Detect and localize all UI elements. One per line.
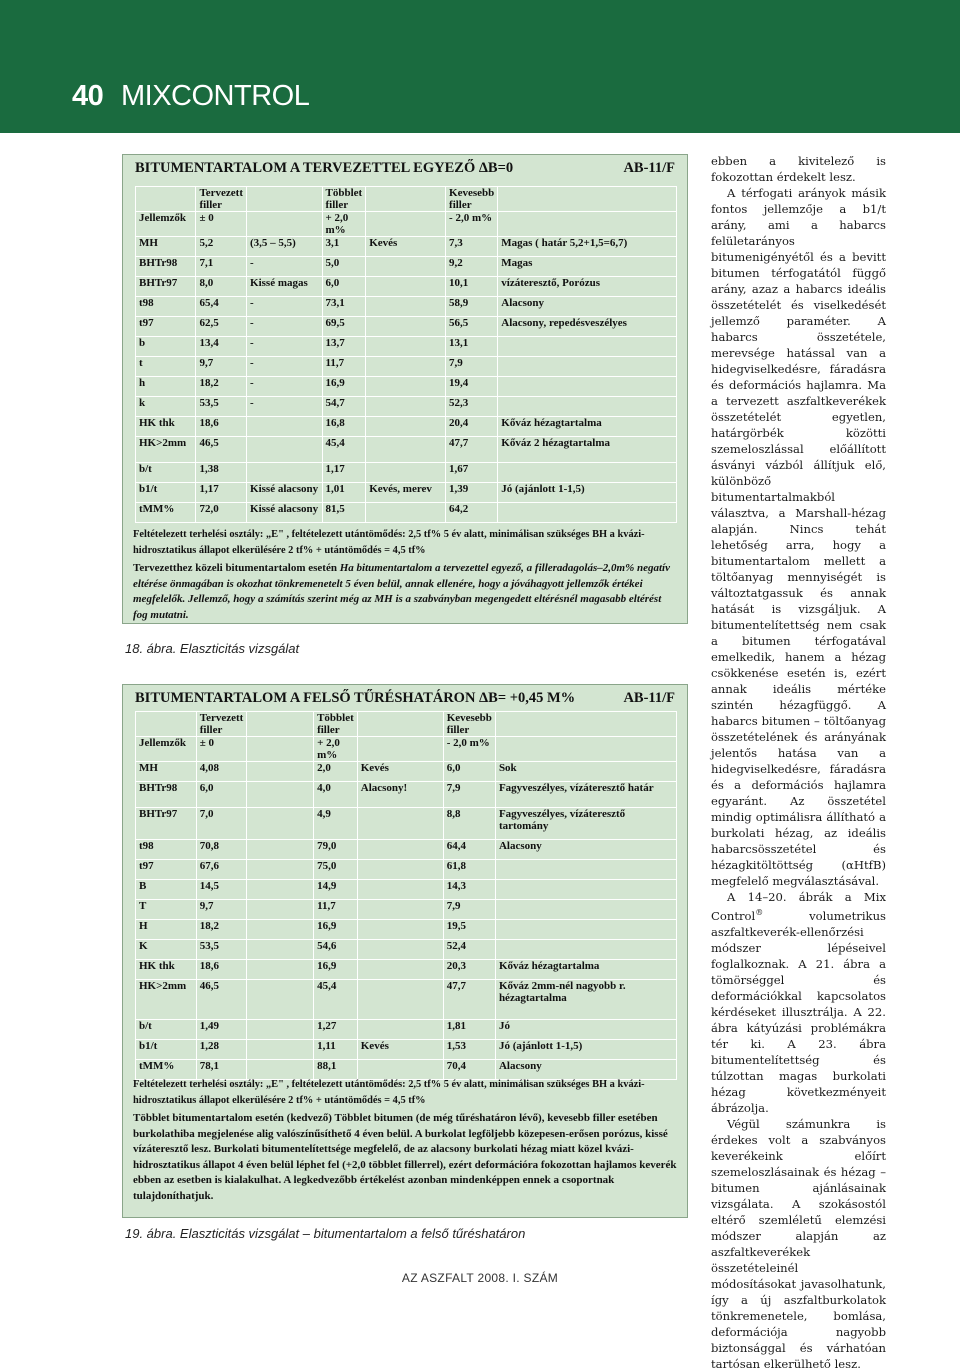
note-load-class: Feltételezett terhelési osztály: „E" , feltételezett utántömődés: 2,5 tf% 5 év alatt, minimálisan szükséges BH a kvázi-hidrosztatikus állapot elkerülésére 2 tf% + utántömődés = 4,5 tf% [133, 529, 645, 556]
table-cell: t98 [136, 840, 197, 860]
table-cell [495, 880, 676, 900]
table-cell: 14,9 [314, 880, 358, 900]
table-cell: h [136, 377, 196, 397]
table-cell: Kissé alacsony [247, 483, 322, 503]
table-cell: 62,5 [196, 317, 247, 337]
table-cell: HK thk [136, 417, 196, 437]
table-cell: tMM% [136, 1060, 197, 1080]
figure-18-caption: 18. ábra. Elaszticitás vizsgálat [125, 641, 300, 656]
table-cell: 16,8 [322, 417, 366, 437]
table-row [136, 277, 677, 297]
table-row [136, 860, 677, 880]
table-cell: - [247, 357, 322, 377]
table-cell: 6,0 [322, 277, 366, 297]
table-cell: vízáteresztő, Porózus [498, 277, 677, 297]
table-cell: 1,49 [196, 1020, 247, 1040]
table-cell: Magas [498, 257, 677, 277]
figure-19-caption: 19. ábra. Elaszticitás vizsgálat – bitumentartalom a felső tűréshatáron [125, 1226, 526, 1241]
table-cell: 52,4 [443, 940, 495, 960]
table-cell: 52,3 [446, 397, 498, 417]
table-cell: Alacsony, repedésveszélyes [498, 317, 677, 337]
table-cell: 81,5 [322, 503, 366, 523]
table-cell: t97 [136, 860, 197, 880]
table-row [136, 960, 677, 980]
table-row [136, 1040, 677, 1060]
table-cell: ± 0 [196, 212, 247, 237]
table-cell: Kissé magas [247, 277, 322, 297]
table-cell: ± 0 [196, 737, 247, 762]
table-cell: Alacsony [495, 1060, 676, 1080]
table-cell: 9,7 [196, 357, 247, 377]
data-grid [135, 711, 677, 1080]
note-evaluation: Tervezetthez közeli bitumentartalom esetén Ha bitumentartalom a tervezettel egyező, a filleradagolás–2,0m% negatív eltérése önmagában is okozhat tönkremenetelt 5 éven belül, annak ellenére, hogy a jóváhagyott jellemzők értékei megfelelők. Jellemző, hogy a számítás szerint még az MH is a szabványban megengedett eltérésnél magasabb eltérést fog mutatni. [133, 562, 670, 621]
table-cell: + 2,0 m% [314, 737, 358, 762]
table-row [136, 212, 677, 237]
table-row [136, 980, 677, 1020]
table-cell: 53,5 [196, 397, 247, 417]
table-cell [366, 257, 446, 277]
table-cell: Többlet filler [322, 187, 366, 212]
table-cell: 10,1 [446, 277, 498, 297]
table-cell [366, 317, 446, 337]
table-cell [247, 712, 314, 737]
table-row [136, 1020, 677, 1040]
table-cell [366, 212, 446, 237]
table-cell: Magas ( határ 5,2+1,5=6,7) [498, 237, 677, 257]
table-cell: K [136, 940, 197, 960]
table-cell: 7,1 [196, 257, 247, 277]
table-cell: 5,2 [196, 237, 247, 257]
table-cell: 47,7 [446, 437, 498, 463]
table-cell: Kőváz hézagtartalma [498, 417, 677, 437]
table-row [136, 397, 677, 417]
table-cell: 79,0 [314, 840, 358, 860]
table-cell: 54,6 [314, 940, 358, 960]
table-cell [366, 503, 446, 523]
table-cell: 9,7 [196, 900, 247, 920]
table-cell [498, 397, 677, 417]
table-cell: Kevés [357, 1040, 443, 1060]
table-cell: 18,6 [196, 417, 247, 437]
table-row [136, 808, 677, 840]
table-cell: 11,7 [314, 900, 358, 920]
table-cell: b/t [136, 463, 196, 483]
table-cell: 78,1 [196, 1060, 247, 1080]
table-cell: 64,2 [446, 503, 498, 523]
table-cell: Tervezett filler [196, 712, 247, 737]
table-cell: 14,5 [196, 880, 247, 900]
table-cell [498, 463, 677, 483]
table-cell: HK>2mm [136, 437, 196, 463]
table-cell: 1,53 [443, 1040, 495, 1060]
table-cell: BHTr97 [136, 277, 196, 297]
table-cell: t [136, 357, 196, 377]
table-cell: 54,7 [322, 397, 366, 417]
table-cell [247, 1020, 314, 1040]
table-cell: MH [136, 762, 197, 782]
table-cell: 16,9 [314, 960, 358, 980]
table-cell: Jó [495, 1020, 676, 1040]
table-cell: 73,1 [322, 297, 366, 317]
table-cell: 7,9 [446, 357, 498, 377]
table-cell: 5,0 [322, 257, 366, 277]
table-cell [366, 377, 446, 397]
table-cell: + 2,0 m% [322, 212, 366, 237]
table-row [136, 503, 677, 523]
table-cell: T [136, 900, 197, 920]
table-cell [357, 960, 443, 980]
table-notes [133, 1077, 677, 1204]
table-cell [366, 417, 446, 437]
table-cell: 70,4 [443, 1060, 495, 1080]
table-cell [495, 860, 676, 880]
table-cell: 18,6 [196, 960, 247, 980]
table-cell: Jellemzők [136, 737, 197, 762]
table-cell: 72,0 [196, 503, 247, 523]
table-cell [366, 437, 446, 463]
table-row [136, 357, 677, 377]
table-cell: 70,8 [196, 840, 247, 860]
table-cell: b [136, 337, 196, 357]
table-cell: Sok [495, 762, 676, 782]
table-cell: 53,5 [196, 940, 247, 960]
table-cell: 56,5 [446, 317, 498, 337]
table-cell: 1,01 [322, 483, 366, 503]
table-cell: Kevesebb filler [443, 712, 495, 737]
table-cell: HK>2mm [136, 980, 197, 1020]
table-cell [357, 900, 443, 920]
table-title: BITUMENTARTALOM A TERVEZETTEL EGYEZŐ ΔB=0 AB-11/F [135, 160, 675, 176]
page-footer: AZ ASZFALT 2008. I. SZÁM [401, 1271, 559, 1285]
table-cell: Jó (ajánlott 1-1,5) [495, 1040, 676, 1060]
table-cell: BHTr98 [136, 257, 196, 277]
body-text-column [711, 153, 886, 1372]
table-cell [247, 1040, 314, 1060]
table-cell: t97 [136, 317, 196, 337]
table-row [136, 920, 677, 940]
table-cell: b/t [136, 1020, 197, 1040]
table-cell: - [247, 317, 322, 337]
table-row [136, 940, 677, 960]
table-cell [495, 712, 676, 737]
table-cell [366, 297, 446, 317]
table-cell: 19,4 [446, 377, 498, 397]
paragraph: A térfogati arányok másik fontos jellemzője a b1/t arány, ami a habarcs felületarányos bitumenigényétől és a bevitt bitumen térfogatától függő arány, azaz a habarcs ideális összetételét és viselkedését jellemző paraméter. A habarcs összetétele, merevsége hatással van a hidegviselkedésre, fáradásra és deformációs hajlamra. Ma a tervezett aszfaltkeverékek összetételét egyetlen, határgörbék közötti szemeloszlással előállított ásványi vázból állítjuk elő, különböző bitumentartalmakból választva, a Marshall-hézag alapján. Nincs tehát lehetőség arra, hogy a bitumentartalom mellett a töltőanyag mennyiségét is változtatgassuk és annak hatását is vizsgáljuk. A bitumentelítettség nem csak a bitumen térfogatával emelkedik, hanem a hézag csökkenése esetén is, ezért annak ideális mértéke szintén hézagfüggő. A habarcs bitumen – töltőanyag összetételének és arányának jelentős hatása van a hidegviselkedésre, fáradásra és a deformációs hajlamra egyaránt. Az összetétel mindig optimálisra állítható a burkolati hézag, az ideális habarcsösszetétel és hézagkitöltöttség (αHtfB) megfelelő megválasztásával. [711, 186, 886, 888]
table-row [136, 782, 677, 808]
table-cell [247, 940, 314, 960]
table-cell [366, 397, 446, 417]
table-cell [498, 187, 677, 212]
table-cell [357, 1020, 443, 1040]
table-cell: 2,0 [314, 762, 358, 782]
table-cell [136, 187, 196, 212]
table-cell: Kőváz 2 hézagtartalma [498, 437, 677, 463]
table-cell [357, 712, 443, 737]
table-cell: - 2,0 m% [446, 212, 498, 237]
paragraph: A 14–20. ábrák a Mix Control® volumetrikus aszfaltkeverék-ellenőrzési módszer lépéseivel foglalkoznak. A 21. ábra a tömörséggel és deformációkkal kapcsolatos kérdéseket illusztrálja. A 22. ábra kátyúzási problémákra tér ki. A 23. ábra bitumentelítettség és túlzottan magas burkolati hézag következményeit ábrázolja. [711, 890, 886, 1115]
table-cell [366, 337, 446, 357]
table-cell [357, 808, 443, 840]
table-cell: - 2,0 m% [443, 737, 495, 762]
table-cell: 7,9 [443, 900, 495, 920]
table-cell: Többlet filler [314, 712, 358, 737]
table-cell: Kevés [357, 762, 443, 782]
table-row [136, 463, 677, 483]
table-cell: 16,9 [314, 920, 358, 940]
table-cell [498, 377, 677, 397]
table-cell: MH [136, 237, 196, 257]
table-cell [357, 840, 443, 860]
table-cell [247, 920, 314, 940]
table-cell: tMM% [136, 503, 196, 523]
table-cell [247, 187, 322, 212]
table-row [136, 762, 677, 782]
table-cell [495, 900, 676, 920]
table-cell: 4,08 [196, 762, 247, 782]
table-cell: 8,0 [196, 277, 247, 297]
table-row [136, 317, 677, 337]
table-cell: 1,17 [322, 463, 366, 483]
figure-18-table [122, 154, 688, 624]
table-cell: HK thk [136, 960, 197, 980]
table-cell [247, 808, 314, 840]
table-cell: Kőváz 2mm-nél nagyobb r. hézagtartalma [495, 980, 676, 1020]
table-cell: 18,2 [196, 377, 247, 397]
table-cell: 75,0 [314, 860, 358, 880]
table-cell: 6,0 [443, 762, 495, 782]
table-cell: - [247, 297, 322, 317]
figure-19-table [122, 684, 688, 1218]
table-cell: 13,1 [446, 337, 498, 357]
table-cell [495, 940, 676, 960]
table-cell [247, 212, 322, 237]
table-cell: 47,7 [443, 980, 495, 1020]
table-cell: 20,3 [443, 960, 495, 980]
note-load-class: Feltételezett terhelési osztály: „E" , feltételezett utántömődés: 2,5 tf% 5 év alatt, minimálisan szükséges BH a kvázi-hidrosztatikus állapot elkerülésére 2 tf% + utántömődés = 4,5 tf% [133, 1079, 645, 1106]
table-cell: Alacsony! [357, 782, 443, 808]
table-cell: H [136, 920, 197, 940]
table-cell: 65,4 [196, 297, 247, 317]
table-cell: - [247, 377, 322, 397]
table-cell: 4,9 [314, 808, 358, 840]
table-cell [357, 737, 443, 762]
table-cell: 7,0 [196, 808, 247, 840]
table-cell: - [247, 337, 322, 357]
table-cell [247, 980, 314, 1020]
table-cell [247, 960, 314, 980]
table-cell: Jó (ajánlott 1-1,5) [498, 483, 677, 503]
magazine-name: MIXCONTROL [121, 80, 310, 112]
table-cell: 1,39 [446, 483, 498, 503]
table-row [136, 880, 677, 900]
table-cell: 88,1 [314, 1060, 358, 1080]
table-notes [133, 527, 677, 623]
page-number: 40 [72, 80, 104, 112]
table-cell: 1,17 [196, 483, 247, 503]
table-cell: 1,67 [446, 463, 498, 483]
table-cell: Kissé alacsony [247, 503, 322, 523]
table-cell: (3,5 – 5,5) [247, 237, 322, 257]
table-cell: 58,9 [446, 297, 498, 317]
paragraph: ebben a kivitelező is fokozottan érdekelt lesz. [711, 154, 886, 184]
table-cell [366, 357, 446, 377]
table-cell: 61,8 [443, 860, 495, 880]
table-cell [498, 357, 677, 377]
table-row [136, 900, 677, 920]
table-cell [357, 980, 443, 1020]
table-cell: Tervezett filler [196, 187, 247, 212]
table-cell [247, 737, 314, 762]
table-cell: 1,81 [443, 1020, 495, 1040]
table-cell: B [136, 880, 197, 900]
table-row [136, 437, 677, 463]
table-cell [247, 417, 322, 437]
table-cell: 64,4 [443, 840, 495, 860]
table-cell: 7,9 [443, 782, 495, 808]
table-cell: 1,27 [314, 1020, 358, 1040]
table-cell: BHTr97 [136, 808, 197, 840]
table-cell [357, 920, 443, 940]
table-row [136, 297, 677, 317]
table-cell: 14,3 [443, 880, 495, 900]
table-cell: b1/t [136, 483, 196, 503]
table-cell [247, 437, 322, 463]
table-cell: 69,5 [322, 317, 366, 337]
page-header [0, 0, 960, 133]
note-evaluation: Többlet bitumentartalom esetén (kedvező) Többlet bitumen (de még tűréshatáron lévő), kevesebb filler esetében burkolathiba megjelenése alig valószínűsíthető 4 éven belül. A burkolat legföljebb közepesen-erősen porózus, kissé vízáteresztő lesz. Burkolati bitumentelítettsége megfelelő, de az alacsony burkolati hézag miatt közel kvázi-hidrosztatikus állapot 4 éven belül léphet fel (+2,0 többlet fillerrel), ezért deformációra fokozottan hajlamos keverék ebben az esetben is kialakulhat. A legkedvezőbb értékelést azonban mindenképpen ennek a csoportnak tulajdoníthatjuk. [133, 1112, 677, 1202]
table-cell [498, 337, 677, 357]
table-cell [247, 860, 314, 880]
table-row [136, 840, 677, 860]
table-cell [495, 920, 676, 940]
table-cell: Kevés, merev [366, 483, 446, 503]
table-cell: 7,3 [446, 237, 498, 257]
table-cell [366, 463, 446, 483]
table-cell: 13,7 [322, 337, 366, 357]
table-cell: BHTr98 [136, 782, 197, 808]
data-grid [135, 186, 677, 523]
table-cell: - [247, 257, 322, 277]
table-row [136, 337, 677, 357]
table-cell [498, 503, 677, 523]
table-cell: 16,9 [322, 377, 366, 397]
table-cell: 1,38 [196, 463, 247, 483]
table-cell [366, 277, 446, 297]
table-cell [247, 463, 322, 483]
table-cell: - [247, 397, 322, 417]
table-cell [357, 940, 443, 960]
table-row [136, 712, 677, 737]
table-cell: b1/t [136, 1040, 197, 1060]
table-cell: Kevesebb filler [446, 187, 498, 212]
table-cell [247, 880, 314, 900]
table-cell: 11,7 [322, 357, 366, 377]
table-cell [366, 187, 446, 212]
table-cell: 9,2 [446, 257, 498, 277]
table-cell [498, 212, 677, 237]
table-cell [247, 762, 314, 782]
table-row [136, 417, 677, 437]
table-cell: Kevés [366, 237, 446, 257]
table-cell: 46,5 [196, 437, 247, 463]
table-cell: Alacsony [498, 297, 677, 317]
table-cell: 1,11 [314, 1040, 358, 1060]
table-cell [247, 900, 314, 920]
table-cell: 4,0 [314, 782, 358, 808]
table-cell: k [136, 397, 196, 417]
table-cell [357, 860, 443, 880]
table-row [136, 737, 677, 762]
table-row [136, 377, 677, 397]
table-cell [247, 782, 314, 808]
table-cell: 45,4 [322, 437, 366, 463]
table-row [136, 187, 677, 212]
table-cell: 6,0 [196, 782, 247, 808]
table-cell [136, 712, 197, 737]
table-cell: 19,5 [443, 920, 495, 940]
table-code: AB-11/F [623, 160, 675, 176]
table-cell [495, 737, 676, 762]
table-cell [247, 840, 314, 860]
table-cell: 67,6 [196, 860, 247, 880]
table-cell: Jellemzők [136, 212, 196, 237]
table-cell: 13,4 [196, 337, 247, 357]
table-title: BITUMENTARTALOM A FELSŐ TŰRÉSHATÁRON ΔB= +0,45 M% AB-11/F [135, 690, 675, 706]
table-code: AB-11/F [623, 690, 675, 706]
table-cell [357, 880, 443, 900]
table-cell: Kőváz hézagtartalma [495, 960, 676, 980]
table-cell: 46,5 [196, 980, 247, 1020]
paragraph: Végül számunkra is érdekes volt a szabványos keverékeink előírt szemeloszlásainak és hézag – bitumen ajánlásainak vizsgálata. A szokásostól eltérő szemléletű elemzési módszer alapján az aszfaltkeverékek összetételeinél módosításokat javasolhatunk, így a új aszfaltburkolatok tönkremenetele, bomlása, deformációja nagyobb biztonsággal és várhatóan tartósan elkerülhető lesz. [711, 1116, 886, 1371]
table-cell: Alacsony [495, 840, 676, 860]
table-row [136, 237, 677, 257]
table-cell: 18,2 [196, 920, 247, 940]
table-cell: 20,4 [446, 417, 498, 437]
table-row [136, 483, 677, 503]
table-cell: Fagyveszélyes, vízáteresztő határ [495, 782, 676, 808]
table-cell: 1,28 [196, 1040, 247, 1060]
table-row [136, 257, 677, 277]
table-cell: 3,1 [322, 237, 366, 257]
table-cell: Fagyveszélyes, vízáteresztő tartomány [495, 808, 676, 840]
table-cell: 8,8 [443, 808, 495, 840]
table-cell: t98 [136, 297, 196, 317]
table-cell: 45,4 [314, 980, 358, 1020]
